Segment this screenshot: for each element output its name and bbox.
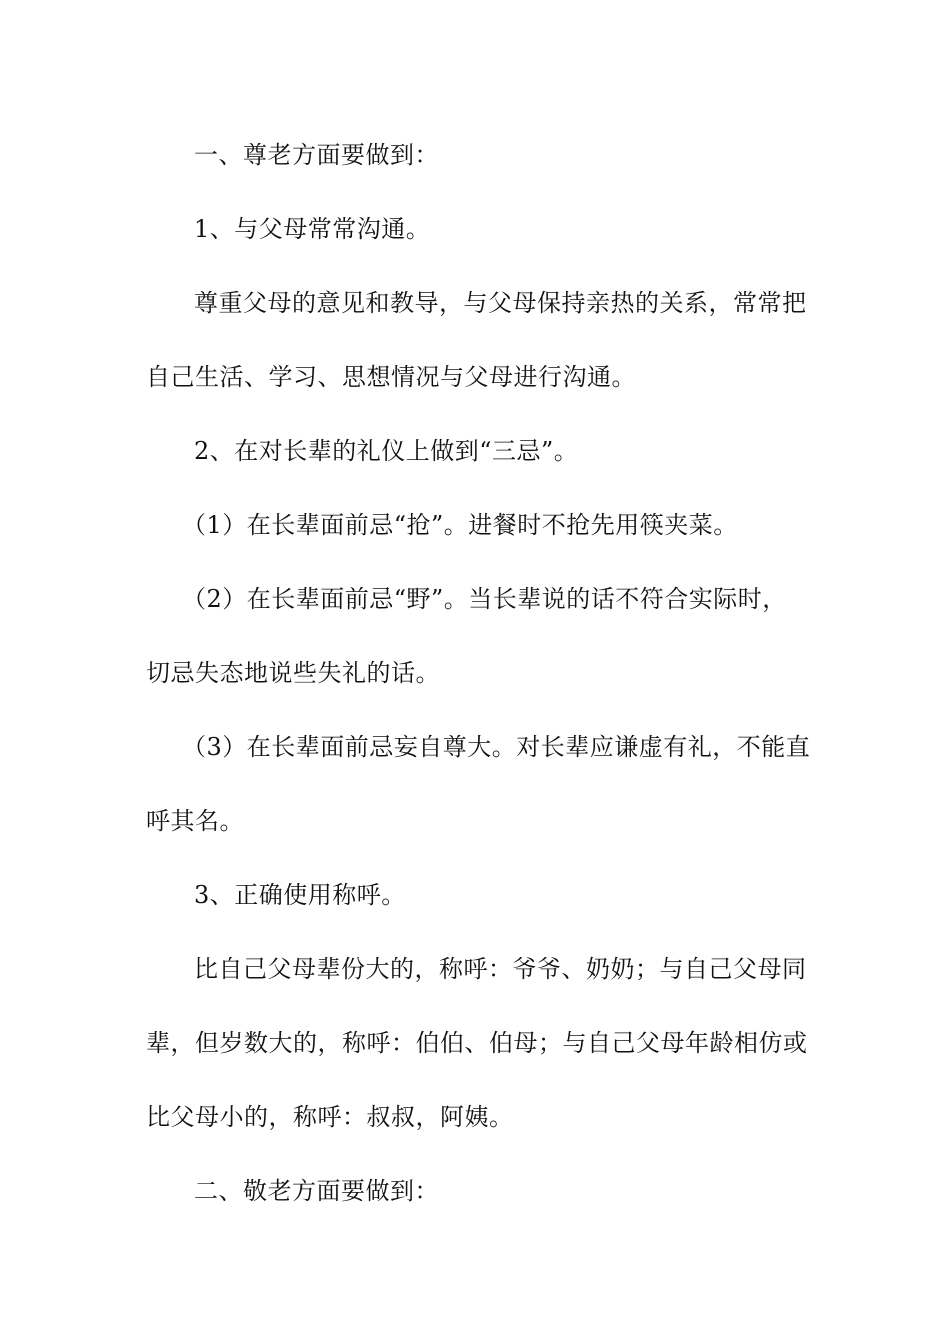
section-heading-2: 二、敬老方面要做到： (194, 1177, 439, 1205)
paragraph-line: 切忌失态地说些失礼的话。 (146, 659, 440, 687)
paragraph-line: 辈，但岁数大的，称呼：伯伯、伯母；与自己父母年龄相仿或 (146, 1029, 808, 1057)
sub-item-3: （3）在长辈面前忌妄自尊大。对长辈应谦虚有礼，不能直 (182, 733, 811, 761)
item-heading-3: 3、正确使用称呼。 (194, 881, 406, 909)
paragraph-line: 比自己父母辈份大的，称呼：爷爷、奶奶；与自己父母同 (194, 955, 807, 983)
paragraph-line: 尊重父母的意见和教导，与父母保持亲热的关系，常常把 (194, 289, 807, 317)
item-heading-1: 1、与父母常常沟通。 (194, 215, 431, 243)
section-heading-1: 一、尊老方面要做到： (194, 141, 439, 169)
item-heading-2: 2、在对长辈的礼仪上做到“三忌”。 (194, 437, 579, 465)
paragraph-line: 比父母小的，称呼：叔叔，阿姨。 (146, 1103, 514, 1131)
sub-item-2: （2）在长辈面前忌“野”。当长辈说的话不符合实际时， (182, 585, 787, 613)
sub-item-1: （1）在长辈面前忌“抢”。进餐时不抢先用筷夹菜。 (182, 511, 738, 539)
paragraph-line: 呼其名。 (146, 807, 244, 835)
paragraph-line: 自己生活、学习、思想情况与父母进行沟通。 (146, 363, 636, 391)
